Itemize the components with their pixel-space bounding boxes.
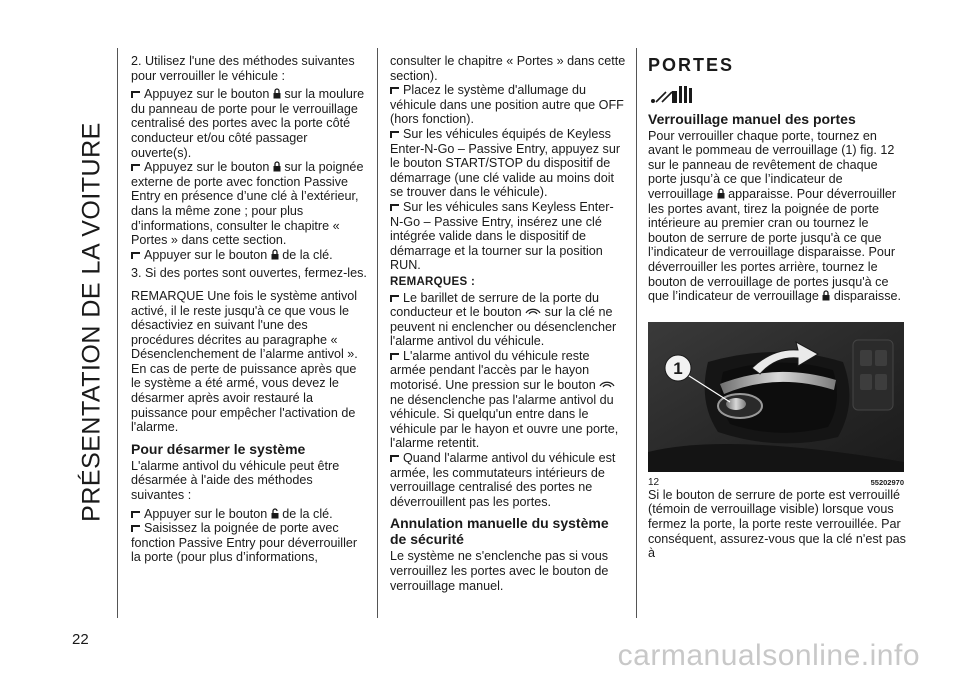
remarque-paragraph: REMARQUE Une fois le système antivol activé, il le reste jusqu'à ce que vous le désactiviez en suivant l'une des procédures décrites au paragraphe « Désenclenchement de l’alarme antivol ». En cas de perte de puissance après que le système a été armé, vous devez le désarmer après avoir restauré la puissance pour empêcher l'activation de l'alarme. — [131, 288, 358, 435]
bullet-marker-icon — [390, 87, 399, 94]
bullet-marker-icon — [390, 131, 399, 138]
figure-callout-label: 1 — [673, 358, 683, 378]
bullet-item: Le barillet de serrure de la porte du conducteur et le bouton sur la clé ne peuvent ni enclencher ou désenclencher l'alarme antivol du véhicule. — [390, 290, 617, 349]
bullet-marker-icon — [131, 525, 140, 532]
bullet-marker-icon — [390, 295, 399, 302]
lock-icon — [271, 249, 279, 260]
column-1 — [131, 54, 367, 565]
bullet-marker-icon — [131, 164, 140, 171]
paragraph: Si le bouton de serrure de porte est verrouillé (témoin de verrouillage visible) lorsque vous fermez la porte, la porte reste verrouillée. Par conséquent, assurez-vous que la clé n'est pas à — [648, 487, 906, 561]
paragraph: Le système ne s'enclenche pas si vous verrouillez les portes avec le bouton de verrouillage manuel. — [390, 549, 609, 593]
section-heading: Verrouillage manuel des portes — [648, 110, 856, 127]
bullet-marker-icon — [131, 91, 140, 98]
bullet-item: Quand l'alarme antivol du véhicule est armée, les commutateurs intérieurs de verrouillage centralisé des portes ne déverrouillent pas les portes. — [390, 451, 616, 509]
side-section-title: PRÉSENTATION DE LA VOITURE — [77, 122, 106, 522]
door-handle-photo — [648, 322, 904, 472]
bullet-item: Appuyer sur le bouton de la clé. — [131, 507, 367, 522]
key-fob-icon — [599, 380, 615, 389]
figure-code: 55202970 — [870, 477, 904, 487]
column-divider — [636, 48, 637, 618]
bullet-marker-icon — [390, 353, 399, 360]
paragraph: L'alarme antivol du véhicule peut être désarmée à l'aide des méthodes suivantes : — [131, 458, 340, 503]
bullet-marker-icon — [131, 252, 140, 259]
figure-number: 12 — [648, 476, 660, 488]
lock-icon — [273, 161, 281, 172]
section-heading: Annulation manuelle du système de sécurité — [390, 515, 609, 548]
bullet-item: Placez le système d'allumage du véhicule dans une position autre que OFF (hors fonction). — [390, 83, 624, 127]
column-divider — [377, 48, 378, 618]
bullet-item: Appuyer sur le bouton de la clé. — [131, 248, 367, 263]
lock-icon — [717, 188, 725, 199]
chapter-heading: PORTES — [648, 55, 735, 75]
watermark: carmanualsonline.info — [617, 639, 920, 672]
bullet-marker-icon — [131, 511, 140, 518]
bullet-item: L'alarme antivol du véhicule reste armée pendant l'accès par le hayon motorisé. Une pression sur le bouton ne désenclenche pas l'alarme antivol du véhicule. Si quelqu'un entre dans le véhicule par le hayon et ouvre une porte, l'alarme retentit. — [390, 348, 619, 451]
lock-icon — [273, 88, 281, 99]
paragraph: Pour verrouiller chaque porte, tournez en avant le pommeau de verrouillage (1) fig. 12 sur le panneau de revêtement de chaque porte jusqu’à ce que l’indicateur de verrouillage apparaisse. Pour déverrouiller les portes avant, tirez la poignée de porte intérieure au premier cran ou tournez le bouton de serrure de porte jusqu'à ce que l’indicateur de verrouillage disparaisse. Pour déverrouiller les portes arrière, tournez le bouton de verrouillage de portes jusqu'à ce que l’indicateur de verrouillage disparaisse. — [648, 128, 902, 304]
door-handle-illustration — [648, 322, 904, 472]
bullet-marker-icon — [390, 455, 399, 462]
column-divider — [117, 48, 118, 618]
bullet-marker-icon — [390, 204, 399, 211]
figure-caption — [648, 476, 904, 488]
column-2 — [390, 54, 626, 597]
lock-icon — [822, 290, 830, 301]
paragraph: 2. Utilisez l'une des méthodes suivantes pour verrouiller le véhicule : — [131, 54, 355, 83]
bullet-item: Sur les véhicules sans Keyless Enter-N-Go – Passive Entry, insérez une clé intégrée valide dans le dispositif de démarrage et la tourner sur la position RUN. — [390, 199, 614, 273]
key-fob-icon — [525, 307, 541, 316]
door-lock-icon — [650, 83, 692, 105]
bullet-item: Sur les véhicules équipés de Keyless Enter-N-Go – Passive Entry, appuyez sur le bouton START/STOP du dispositif de démarrage (une clé valide au moins doit se trouver dans le véhicule). — [390, 126, 621, 200]
page-number: 22 — [72, 631, 89, 648]
column-3 — [648, 54, 906, 565]
bullet-item: Appuyez sur le bouton sur la moulure du panneau de porte pour le verrouillage centralisé des portes avec la porte côté conducteur et/ou côté passager ouverte(s). — [131, 87, 365, 160]
unlock-icon — [271, 508, 279, 519]
section-heading: Pour désarmer le système — [131, 440, 306, 457]
remarques-heading: REMARQUES : — [390, 275, 476, 288]
paragraph: 3. Si des portes sont ouvertes, fermez-les. — [131, 266, 367, 281]
bullet-item: Saisissez la poignée de porte avec fonction Passive Entry pour déverrouiller la porte (pour plus d’informations, — [131, 521, 358, 565]
bullet-item: Appuyez sur le bouton sur la poignée externe de porte avec fonction Passive Entry en présence d’une clé à l’extérieur, dans la même zone ; pour plus d’informations, consulter le chapitre « Portes » dans cette section. — [131, 160, 364, 248]
paragraph: consulter le chapitre « Portes » dans cette section). — [390, 54, 626, 83]
